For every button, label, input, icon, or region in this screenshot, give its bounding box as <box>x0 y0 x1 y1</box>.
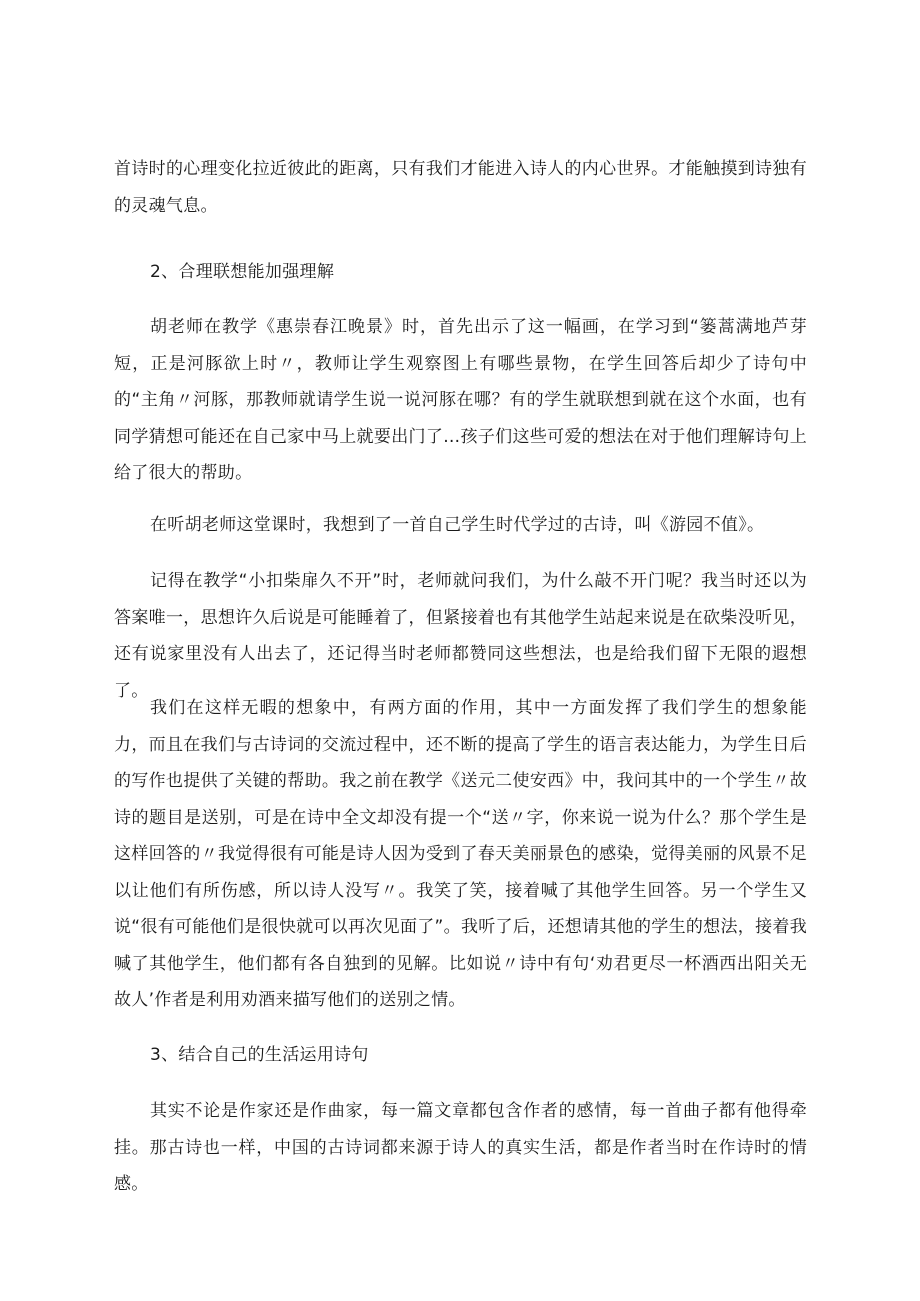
paragraph-imagination: 我们在这样无暇的想象中，有两方面的作用，其中一方面发挥了我们学生的想象能力，而且在我们与古诗词的交流过程中，还不断的提高了学生的语言表达能力，为学生日后的写作也提供了关键的帮助。我之前在教学《送元二使安西》中，我问其中的一个学生〃故诗的题目是送别，可是在诗中全文却没有提一个“送〃字，你来说一说为什么？那个学生是这样回答的〃我觉得很有可能是诗人因为受到了春天美丽景色的感染，觉得美丽的风景不足以让他们有所伤感，所以诗人没写〃。我笑了笑，接着喊了其他学生回答。另一个学生又说“很有可能他们是很快就可以再次见面了”。我听了后，还想请其他的学生的想法，接着我喊了其他学生，他们都有各自独到的见解。比如说〃诗中有句‘劝君更尽一杯酒西出阳关无故人’作者是利用劝酒来描写他们的送别之情。 <box>114 698 807 1010</box>
paragraph-life: 其实不论是作家还是作曲家，每一篇文章都包含作者的感情，每一首曲子都有他得牵挂。那古诗也一样，中国的古诗词都来源于诗人的真实生活，都是作者当时在作诗时的情感。 <box>114 1101 807 1194</box>
paragraph-listening: 在听胡老师这堂课时，我想到了一首自己学生时代学过的古诗，叫《游园不值》。 <box>150 515 765 535</box>
paragraph-memory: 记得在教学“小扣柴扉久不开”时，老师就问我们，为什么敲不开门呢？我当时还以为答案唯一，思想许久后说是可能睡着了，但紧接着也有其他学生站起来说是在砍柴没听见，还有说家里没有人出去了，还记得当时老师都赞同这些想法，也是给我们留下无限的遐想了。 <box>114 571 807 701</box>
section-heading-3: 3、结合自己的生活运用诗句 <box>150 1045 369 1065</box>
paragraph-continuation: 首诗时的心理变化拉近彼此的距离，只有我们才能进入诗人的内心世界。才能触摸到诗独有的灵魂气息。 <box>114 159 807 216</box>
paragraph-hu-teacher: 胡老师在教学《惠崇春江晚景》时，首先出示了这一幅画，在学习到“篓蒿满地芦芽短，正是河豚欲上时〃，教师让学生观察图上有哪些景物，在学生回答后却少了诗句中的“主角〃河豚，那教师就请学生说一说河豚在哪？有的学生就联想到就在这个水面，也有同学猜想可能还在自己家中马上就要出门了…孩子们这些可爱的想法在对于他们理解诗句上给了很大的帮助。 <box>114 317 807 483</box>
section-heading-2: 2、合理联想能加强理解 <box>150 262 335 282</box>
